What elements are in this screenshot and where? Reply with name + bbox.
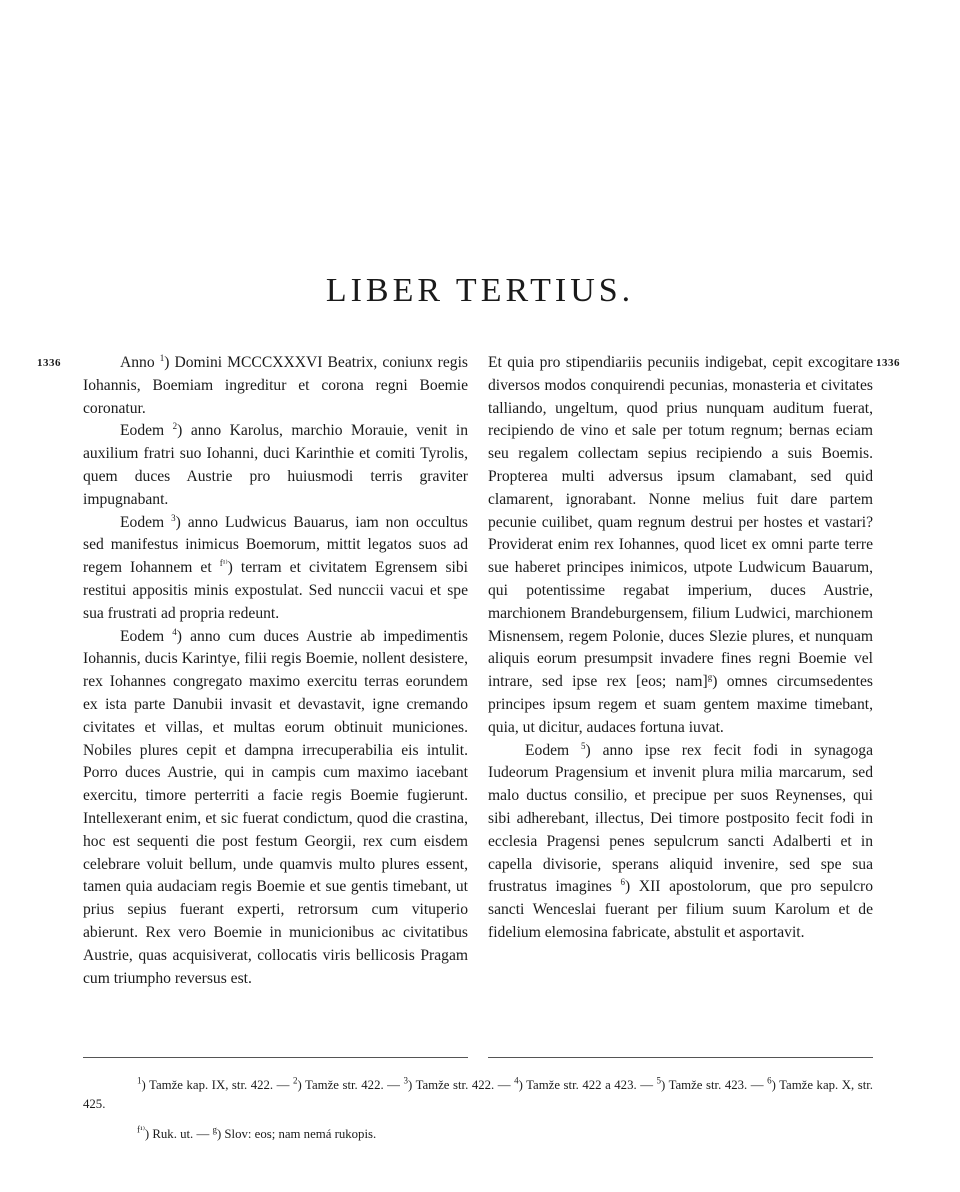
text: ) anno cum duces Austrie ab impedimentis Iohannis, ducis Karintye, filii regis Boemie, nollent desistere, rex Iohannes congregato maximo exercitu terras eorundem ex ista parte Danubii invasit et devastavit, igne cremando civitates et villas, et multas eorum obtinuit municiones. Nobiles plures cepit et dampna irrecuperabilia eis intulit. Porro duces Austrie, qui in campis cum maximo iacebant exercitu, timore perterriti a facie regis Boemie fugierunt. Intellexerant enim, et sic fuerat condictum, quod die crastina, hoc est sequenti die post festum Georgii, rex cum eisdem celebrare voluit bellum, unde quamvis multo plures essent, tamen quia audaciam regis Boemie et sue gentis timebant, ut prius sepius fuerant experti, retrorsum cum vituperio abierunt. Rex vero Boemie in municionibus ac civitatibus Austrie, quas acquisiverat, collocatis viris bellicosis Pragam cum triumpho reversus est.	[83, 627, 468, 987]
footnote-mark: 6	[767, 1075, 772, 1086]
footnote-text: ) Tamže str. 422. —	[297, 1078, 404, 1092]
footnote-ref: 4	[172, 626, 177, 637]
paragraph	[488, 352, 873, 740]
text: Eodem	[120, 422, 173, 440]
footnote-mark: 3	[403, 1075, 409, 1086]
footnote-ref: 1	[159, 352, 165, 363]
footnote-text: ) Tamže kap. IX, str. 422. —	[141, 1078, 293, 1092]
text: Anno	[120, 354, 160, 371]
margin-year-right: 1336	[876, 357, 900, 369]
footnote-mark: 2	[292, 1075, 298, 1086]
footnote-ref: 5	[581, 740, 586, 751]
text: ) XII apostolorum, que pro sepulcro sancti Wenceslai fuerant per filium suum Karolum et de fidelium elemosina fabricate, abstulit et asportavit.	[488, 878, 873, 941]
footnotes-textual	[137, 1125, 867, 1144]
footnote-rule-right	[488, 1057, 873, 1058]
right-column	[488, 352, 873, 945]
paragraph	[83, 420, 468, 511]
page-title: LIBER TERTIUS.	[325, 272, 635, 309]
left-column	[83, 352, 468, 990]
margin-year-left: 1336	[37, 357, 61, 369]
footnote-text: ) Tamže str. 422 a 423. —	[518, 1078, 657, 1092]
footnote-mark: f¹⁾	[137, 1124, 145, 1135]
text: ) Domini MCCCXXXVI Beatrix, coniunx regis Iohannis, Boemiam ingreditur et corona regni Boemie coronatur.	[83, 354, 468, 417]
text: Eodem	[525, 741, 582, 759]
footnote-mark: 4	[514, 1075, 519, 1086]
text: Eodem	[120, 627, 173, 645]
paragraph	[83, 512, 468, 626]
text: Eodem	[120, 513, 172, 531]
footnote-text: ) Tamže str. 422. —	[408, 1078, 515, 1092]
paragraph	[83, 626, 468, 991]
paragraph	[83, 352, 468, 420]
footnotes-primary	[83, 1076, 873, 1114]
footnote-rule-left	[83, 1057, 468, 1058]
footnote-ref: g	[707, 671, 713, 682]
footnote-ref: 3	[171, 512, 176, 523]
text: ) terram et civitatem Egrensem sibi restitui appositis minis expostulat. Sed nunccii vacui et spe sua frustrati ad propria redeunt.	[83, 559, 468, 622]
text: Et quia pro stipendiariis pecuniis indigebat, cepit excogitare diversos modos conquirendi pecunias, monasteria et civitates talliando, ungeltum, quod prius nunquam auditum fuerat, recipiendo de vino et sale per totum regnum; bernas eciam seu regalem collectam sepius recipiendo a suis Boemis. Propterea multi adversus ipsum clamabant, sed quid clamarent, ignorabant. Nonne melius fuit dare partem pecunie cuilibet, quam regnum destrui per hostes et vastari? Providerat enim rex Iohannes, quod licet ex omni parte terre sue haberet principes inimicos, utpote Ludwicum Bauarum, qui potentissime regabat imperium, duces Austrie, marchionem Brandeburgensem, filium Ludwici, marchionem Misnensem, regem Polonie, duces Slezie plures, et nunquam aliquis eorum presumpsit invadere fines regni Boemie vel intrare, sed ipse rex [eos; nam]	[488, 354, 873, 691]
footnote-ref: 6	[620, 877, 625, 888]
footnote-mark: 1	[137, 1075, 142, 1086]
text: ) anno ipse rex fecit fodi in synagoga Iudeorum Pragensium et invenit plura milia marcarum, sed malo ductus consilio, et precipue per suos Reynenses, qui sibi adherebant, illectus, Dei timore postposito fecit fodi in ecclesia Pragensi penes sepulcrum sancti Adalberti et in capella divisorie, sperans aliquid invenire, sed spe sua frustratus imagines	[488, 741, 873, 896]
footnote-ref: 2	[172, 421, 178, 432]
text: ) omnes circumsedentes principes ipsum regem et suam gentem maxime timebant, quia, ut dicitur, audaces fortuna iuvat.	[488, 673, 874, 736]
text: ) anno Ludwicus Bauarus, iam non occultus sed manifestus inimicus Boemorum, mittit legatos suos ad regem Iohannem et	[83, 513, 468, 577]
footnote-text: ) Ruk. ut. —	[144, 1127, 213, 1141]
footnote-mark: g	[212, 1124, 217, 1135]
footnote-text: ) Tamže str. 423. —	[661, 1078, 768, 1092]
text: ) anno Karolus, marchio Morauie, venit in auxilium fratri suo Iohanni, duci Karinthie et comiti Tyrolis, quem duces Austrie pro huiusmodi terris graviter impugnabant.	[83, 422, 468, 508]
paragraph	[488, 740, 873, 945]
footnote-text: ) Tamže kap. X, str. 425.	[83, 1078, 874, 1111]
footnote-text: ) Slov: eos; nam nemá rukopis.	[216, 1127, 377, 1141]
footnote-ref: f¹⁾	[219, 557, 228, 568]
footnote-mark: 5	[656, 1075, 662, 1086]
